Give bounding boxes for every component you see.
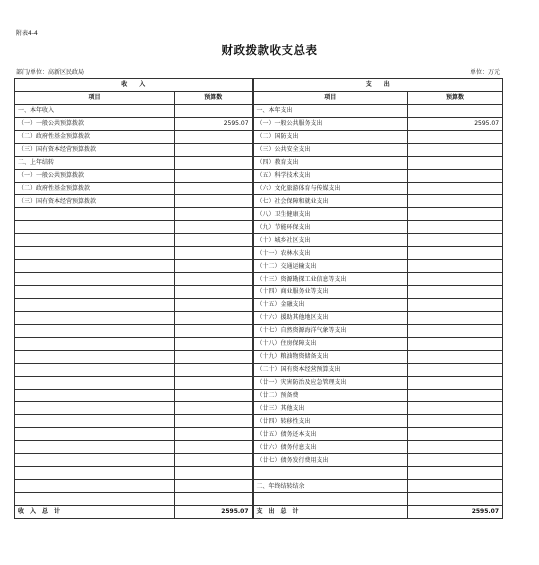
income-budget-cell — [175, 389, 253, 402]
expense-header: 支 出 — [253, 79, 503, 92]
table-row — [15, 298, 503, 311]
income-budget-cell — [175, 428, 253, 441]
income-item-cell — [15, 247, 175, 260]
income-budget-cell: 2595.07 — [175, 117, 253, 130]
income-total-label: 收 入 总 计 — [15, 505, 175, 518]
expense-item-cell: （十三）资源勘探工业信息等支出 — [253, 273, 408, 286]
income-item-cell — [15, 260, 175, 273]
expense-item-cell: （二十）国有资本经营预算支出 — [253, 363, 408, 376]
expense-budget-cell — [408, 247, 503, 260]
expense-item-cell: （廿四）转移性支出 — [253, 415, 408, 428]
page-title: 财政拨款收支总表 — [221, 43, 318, 57]
expense-budget-header: 预算数 — [408, 91, 503, 104]
income-budget-cell — [175, 480, 253, 493]
income-item-cell: （一）一般公共预算拨款 — [15, 169, 175, 182]
expense-item-cell: （十四）商业服务业等支出 — [253, 286, 408, 299]
income-budget-cell — [175, 130, 253, 143]
table-row — [15, 350, 503, 363]
table-row — [15, 324, 503, 337]
expense-budget-cell — [408, 156, 503, 169]
table-row — [15, 273, 503, 286]
income-budget-cell — [175, 363, 253, 376]
income-item-cell — [15, 208, 175, 221]
table-row — [15, 376, 503, 389]
expense-total-label: 支 出 总 计 — [253, 505, 408, 518]
department-label: 部门/单位：高新区民政局 — [16, 69, 85, 76]
expense-budget-cell — [408, 260, 503, 273]
table-row — [15, 363, 503, 376]
table-row — [15, 169, 503, 182]
expense-budget-cell — [408, 441, 503, 454]
table-row — [15, 104, 503, 117]
income-budget-cell — [175, 441, 253, 454]
expense-budget-cell — [408, 376, 503, 389]
income-budget-cell — [175, 402, 253, 415]
income-item-cell: 二、上年结转 — [15, 156, 175, 169]
income-item-cell — [15, 389, 175, 402]
income-item-cell: （三）国有资本经营预算拨款 — [15, 143, 175, 156]
expense-budget-cell — [408, 493, 503, 506]
expense-budget-cell — [408, 298, 503, 311]
income-item-cell — [15, 221, 175, 234]
expense-item-cell: （廿五）债务还本支出 — [253, 428, 408, 441]
table-row — [15, 402, 503, 415]
expense-item-cell — [253, 467, 408, 480]
table-row — [15, 337, 503, 350]
budget-table — [14, 78, 503, 519]
income-item-cell — [15, 350, 175, 363]
expense-item-cell: （二）国防支出 — [253, 130, 408, 143]
expense-item-cell: （九）节能环保支出 — [253, 221, 408, 234]
income-budget-cell — [175, 337, 253, 350]
expense-budget-cell — [408, 480, 503, 493]
income-budget-cell — [175, 195, 253, 208]
expense-budget-cell — [408, 104, 503, 117]
income-budget-cell — [175, 208, 253, 221]
table-row — [15, 311, 503, 324]
expense-budget-cell — [408, 143, 503, 156]
income-item-cell — [15, 493, 175, 506]
expense-item-cell: （八）卫生健康支出 — [253, 208, 408, 221]
expense-budget-cell — [408, 467, 503, 480]
income-item-cell — [15, 454, 175, 467]
table-row — [15, 493, 503, 506]
expense-item-cell: （三）公共安全支出 — [253, 143, 408, 156]
income-item-header: 项目 — [15, 91, 175, 104]
expense-budget-cell — [408, 454, 503, 467]
expense-budget-cell — [408, 402, 503, 415]
expense-item-cell: （廿六）债务付息支出 — [253, 441, 408, 454]
attachment-number: 附表4-4 — [16, 30, 38, 37]
expense-item-cell — [253, 493, 408, 506]
table-row — [15, 441, 503, 454]
expense-item-cell: （四）教育支出 — [253, 156, 408, 169]
expense-budget-cell — [408, 182, 503, 195]
unit-label: 单位：万元 — [469, 69, 500, 76]
income-item-cell — [15, 480, 175, 493]
expense-budget-cell — [408, 273, 503, 286]
expense-budget-cell — [408, 286, 503, 299]
expense-item-cell: （七）社会保障和就业支出 — [253, 195, 408, 208]
expense-item-cell: （一）一般公共服务支出 — [253, 117, 408, 130]
expense-item-header: 项目 — [253, 91, 408, 104]
table-row — [15, 156, 503, 169]
table-row — [15, 286, 503, 299]
expense-item-cell: （廿二）预备费 — [253, 389, 408, 402]
expense-item-cell: （十）城乡社区支出 — [253, 234, 408, 247]
table-row — [15, 247, 503, 260]
income-budget-cell — [175, 104, 253, 117]
income-budget-cell — [175, 221, 253, 234]
expense-item-cell: （廿三）其他支出 — [253, 402, 408, 415]
income-budget-cell — [175, 273, 253, 286]
expense-item-cell: （十一）农林水支出 — [253, 247, 408, 260]
income-budget-cell — [175, 324, 253, 337]
income-item-cell — [15, 337, 175, 350]
expense-item-cell: （十八）住房保障支出 — [253, 337, 408, 350]
table-row — [15, 221, 503, 234]
expense-budget-cell — [408, 350, 503, 363]
expense-budget-cell — [408, 221, 503, 234]
income-item-cell — [15, 415, 175, 428]
expense-budget-cell — [408, 234, 503, 247]
expense-budget-cell — [408, 195, 503, 208]
income-budget-cell — [175, 156, 253, 169]
table-row — [15, 389, 503, 402]
expense-total-value: 2595.07 — [408, 505, 503, 518]
expense-item-cell: （十五）金融支出 — [253, 298, 408, 311]
expense-budget-cell — [408, 324, 503, 337]
income-item-cell — [15, 273, 175, 286]
income-item-cell: （三）国有资本经营预算拨款 — [15, 195, 175, 208]
income-item-cell — [15, 324, 175, 337]
income-budget-cell — [175, 182, 253, 195]
income-item-cell: （二）政府性基金预算拨款 — [15, 182, 175, 195]
expense-item-cell: （六）文化旅游体育与传媒支出 — [253, 182, 408, 195]
expense-budget-cell — [408, 428, 503, 441]
income-total-value: 2595.07 — [175, 505, 253, 518]
income-budget-cell — [175, 454, 253, 467]
column-header-row — [15, 91, 503, 104]
expense-budget-cell — [408, 169, 503, 182]
table-row — [15, 117, 503, 130]
income-budget-cell — [175, 467, 253, 480]
income-item-cell — [15, 234, 175, 247]
income-item-cell — [15, 286, 175, 299]
expense-budget-cell — [408, 130, 503, 143]
expense-item-cell: （十九）粮油物资储备支出 — [253, 350, 408, 363]
expense-item-cell: （十六）援助其他地区支出 — [253, 311, 408, 324]
expense-budget-cell — [408, 208, 503, 221]
expense-item-cell: （五）科学技术支出 — [253, 169, 408, 182]
income-budget-cell — [175, 415, 253, 428]
expense-item-cell: （十七）自然资源海洋气象等支出 — [253, 324, 408, 337]
expense-item-cell: （廿一）灾害防治及应急管理支出 — [253, 376, 408, 389]
income-item-cell — [15, 311, 175, 324]
table-row — [15, 260, 503, 273]
expense-budget-cell — [408, 415, 503, 428]
income-budget-cell — [175, 286, 253, 299]
expense-budget-cell — [408, 363, 503, 376]
table-row — [15, 467, 503, 480]
expense-budget-cell — [408, 337, 503, 350]
income-budget-cell — [175, 234, 253, 247]
table-row — [15, 182, 503, 195]
total-row — [15, 505, 503, 518]
income-budget-cell — [175, 376, 253, 389]
expense-item-cell: （廿七）债务发行费用支出 — [253, 454, 408, 467]
income-budget-cell — [175, 143, 253, 156]
income-budget-cell — [175, 350, 253, 363]
income-budget-cell — [175, 247, 253, 260]
income-item-cell — [15, 402, 175, 415]
income-budget-cell — [175, 493, 253, 506]
expense-item-cell: （十二）交通运输支出 — [253, 260, 408, 273]
income-item-cell — [15, 363, 175, 376]
expense-item-cell: 二、年终结转结余 — [253, 480, 408, 493]
income-budget-cell — [175, 298, 253, 311]
income-item-cell — [15, 441, 175, 454]
income-item-cell — [15, 467, 175, 480]
income-item-cell — [15, 298, 175, 311]
income-item-cell — [15, 376, 175, 389]
income-header: 收 入 — [15, 79, 253, 92]
expense-item-cell: 一、本年支出 — [253, 104, 408, 117]
income-item-cell: （一）一般公共预算拨款 — [15, 117, 175, 130]
income-item-cell — [15, 428, 175, 441]
expense-budget-cell: 2595.07 — [408, 117, 503, 130]
table-row — [15, 480, 503, 493]
expense-budget-cell — [408, 389, 503, 402]
table-row — [15, 415, 503, 428]
table-row — [15, 208, 503, 221]
expense-budget-cell — [408, 311, 503, 324]
income-budget-cell — [175, 311, 253, 324]
income-budget-cell — [175, 260, 253, 273]
income-budget-header: 预算数 — [175, 91, 253, 104]
income-item-cell: （二）政府性基金预算拨款 — [15, 130, 175, 143]
table-row — [15, 428, 503, 441]
income-item-cell: 一、本年收入 — [15, 104, 175, 117]
table-row — [15, 130, 503, 143]
table-row — [15, 143, 503, 156]
budget-table-body — [15, 79, 503, 519]
section-header-row — [15, 79, 503, 92]
income-budget-cell — [175, 169, 253, 182]
table-row — [15, 234, 503, 247]
table-row — [15, 195, 503, 208]
table-row — [15, 454, 503, 467]
